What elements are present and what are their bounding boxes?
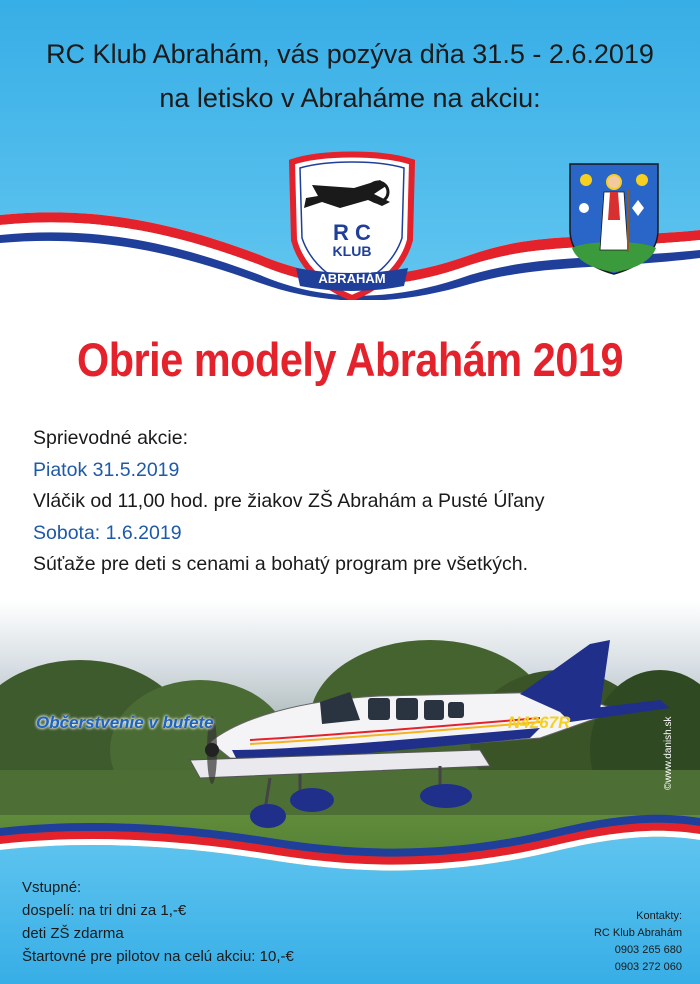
contacts-name: RC Klub Abrahám xyxy=(593,927,682,939)
entry-adults: dospelí: na tri dni za 1,-€ xyxy=(22,902,187,919)
entry-pilots: Štartovné pre pilotov na celú akciu: 10,-€ xyxy=(22,948,294,965)
info-day-1-text: Vláčik od 11,00 hod. pre žiakov ZŠ Abrahám a Pusté Úľany xyxy=(33,490,545,512)
invitation-text xyxy=(0,32,700,120)
contacts-label: Kontakty: xyxy=(636,910,682,922)
refreshments-note: Občerstvenie v bufete xyxy=(36,713,214,732)
entry-label: Vstupné: xyxy=(22,879,82,896)
photo-credit: ©www.danish.sk xyxy=(663,716,674,790)
info-heading: Sprievodné akcie: xyxy=(33,427,189,449)
logo-abraham-text: ABRAHÁM xyxy=(318,271,386,286)
entry-kids: deti ZŠ zdarma xyxy=(22,925,124,942)
coat-of-arms-icon xyxy=(566,160,662,276)
info-day-1: Piatok 31.5.2019 xyxy=(33,458,180,481)
contacts-phone-2: 0903 272 060 xyxy=(614,961,682,973)
invitation-line-1: RC Klub Abrahám, vás pozýva dňa 31.5 - 2.6.2019 xyxy=(46,39,654,69)
logo-rc-text: R C xyxy=(333,220,371,245)
info-day-2-text: Súťaže pre deti s cenami a bohatý program pre všetkých. xyxy=(33,553,529,575)
invitation-line-2: na letisko v Abraháme na akciu: xyxy=(159,83,541,113)
contacts xyxy=(594,908,682,976)
rc-klub-logo xyxy=(282,150,422,300)
info-day-2: Sobota: 1.6.2019 xyxy=(33,521,182,544)
logo-klub-text: KLUB xyxy=(332,243,372,259)
plane-registration: N4267R xyxy=(508,713,571,732)
entry-fees xyxy=(22,876,294,968)
event-title: Obrie modely Abrahám 2019 xyxy=(76,333,624,386)
contacts-phone-1: 0903 265 680 xyxy=(614,944,682,956)
